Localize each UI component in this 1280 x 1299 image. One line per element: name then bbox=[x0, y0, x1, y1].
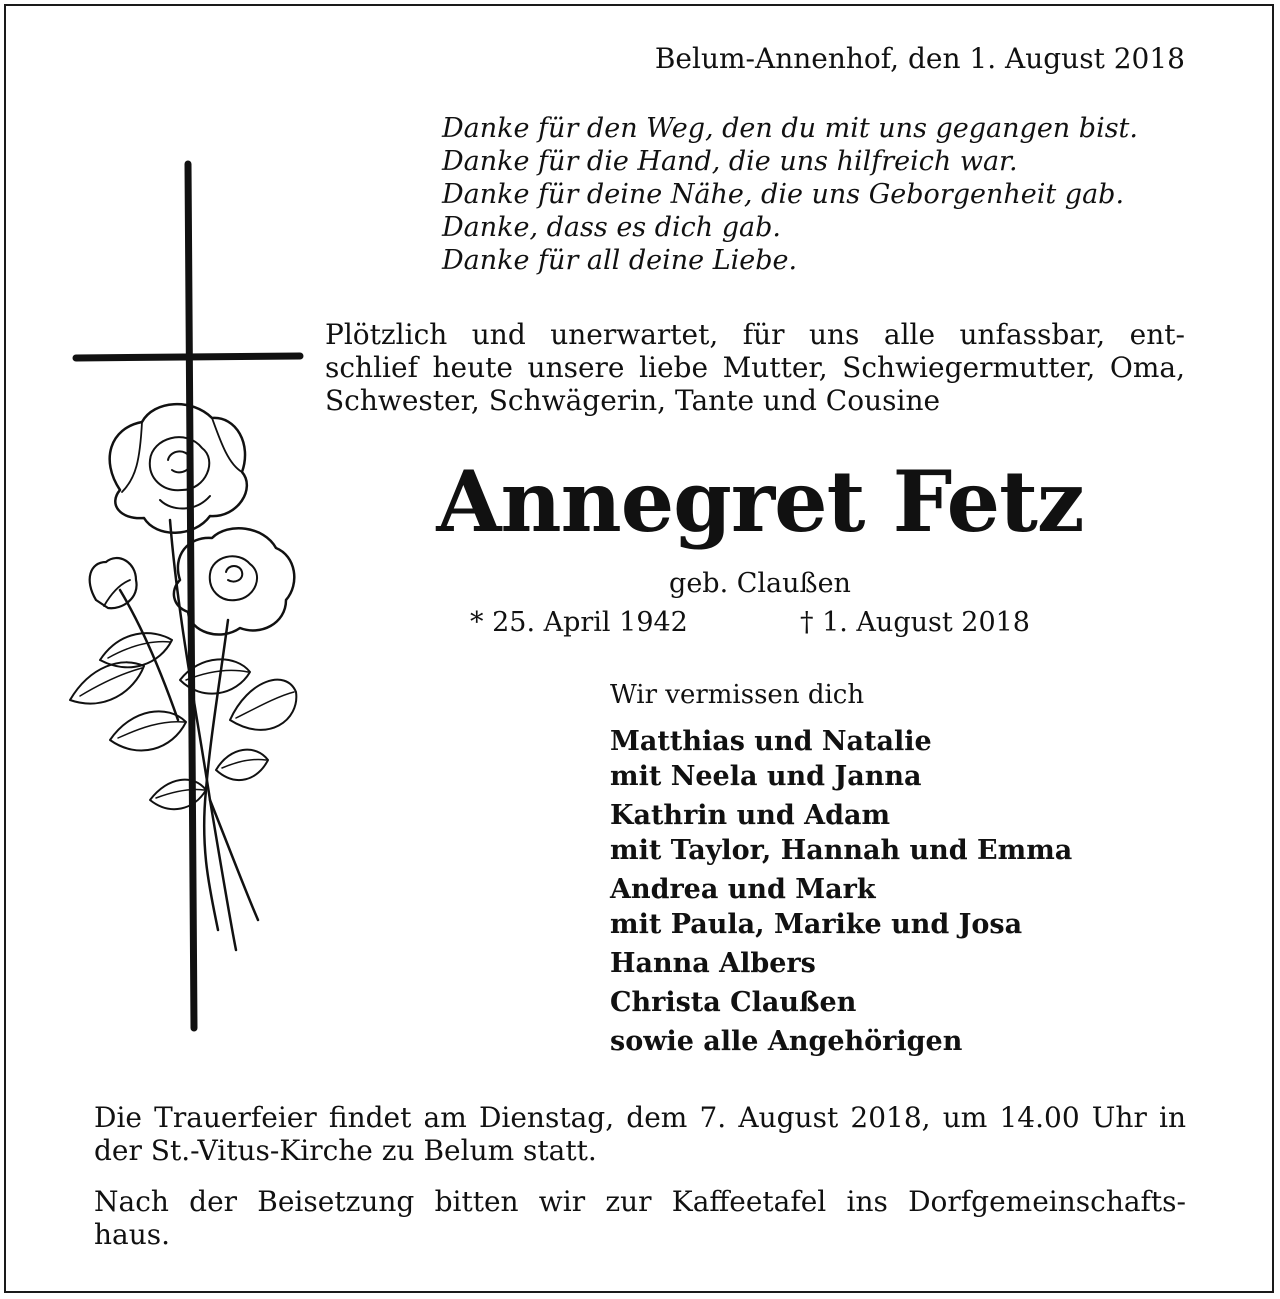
verse-line: Danke für den Weg, den du mit uns gegangen bist. bbox=[442, 113, 1138, 144]
mourner-group bbox=[610, 1024, 1072, 1059]
verse bbox=[442, 112, 1138, 277]
birth-name: geb. Claußen bbox=[669, 568, 851, 599]
mourners-intro: Wir vermissen dich bbox=[610, 680, 865, 710]
verse-line: Danke für die Hand, die uns hilfreich war. bbox=[442, 146, 1018, 177]
mourner-line: Christa Claußen bbox=[610, 987, 857, 1018]
mourner-line: sowie alle Angehörigen bbox=[610, 1026, 963, 1057]
coffee-notice bbox=[94, 1185, 1186, 1251]
verse-line: Danke für deine Nähe, die uns Geborgenheit gab. bbox=[442, 179, 1125, 210]
verse-line: Danke für all deine Liebe. bbox=[442, 245, 798, 276]
mourner-group bbox=[610, 946, 1072, 981]
coffee-line: Nach der Beisetzung bitten wir zur Kaffeetafel ins Dorfgemeinschafts- bbox=[94, 1185, 1186, 1218]
deceased-name: Annegret Fetz bbox=[436, 452, 1084, 551]
mourner-group bbox=[610, 798, 1072, 868]
mourner-line: Andrea und Mark bbox=[610, 874, 876, 905]
birth-date: * 25. April 1942 bbox=[470, 607, 688, 638]
intro-line: Plötzlich und unerwartet, für uns alle unfassbar, ent- bbox=[325, 318, 1185, 351]
mourner-line: Hanna Albers bbox=[610, 948, 816, 979]
mourner-line: mit Taylor, Hannah und Emma bbox=[610, 835, 1073, 866]
intro-text bbox=[325, 318, 1185, 417]
funeral-notice bbox=[94, 1101, 1186, 1167]
cross-with-roses-icon bbox=[60, 160, 320, 1040]
verse-line: Danke, dass es dich gab. bbox=[442, 212, 781, 243]
intro-line: Schwester, Schwägerin, Tante und Cousine bbox=[325, 384, 941, 417]
mourners-list bbox=[610, 724, 1072, 1063]
mourner-line: Kathrin und Adam bbox=[610, 800, 891, 831]
mourner-line: mit Paula, Marike und Josa bbox=[610, 909, 1023, 940]
mourner-line: Matthias und Natalie bbox=[610, 726, 932, 757]
mourner-group bbox=[610, 724, 1072, 794]
coffee-line: haus. bbox=[94, 1218, 171, 1251]
funeral-line: der St.-Vitus-Kirche zu Belum statt. bbox=[94, 1134, 597, 1167]
place-date: Belum-Annenhof, den 1. August 2018 bbox=[654, 42, 1185, 75]
mourner-group bbox=[610, 985, 1072, 1020]
mourner-line: mit Neela und Janna bbox=[610, 761, 922, 792]
intro-line: schlief heute unsere liebe Mutter, Schwiegermutter, Oma, bbox=[325, 351, 1185, 384]
funeral-line: Die Trauerfeier findet am Dienstag, dem 7. August 2018, um 14.00 Uhr in bbox=[94, 1101, 1186, 1134]
death-date: † 1. August 2018 bbox=[800, 607, 1030, 638]
mourner-group bbox=[610, 872, 1072, 942]
